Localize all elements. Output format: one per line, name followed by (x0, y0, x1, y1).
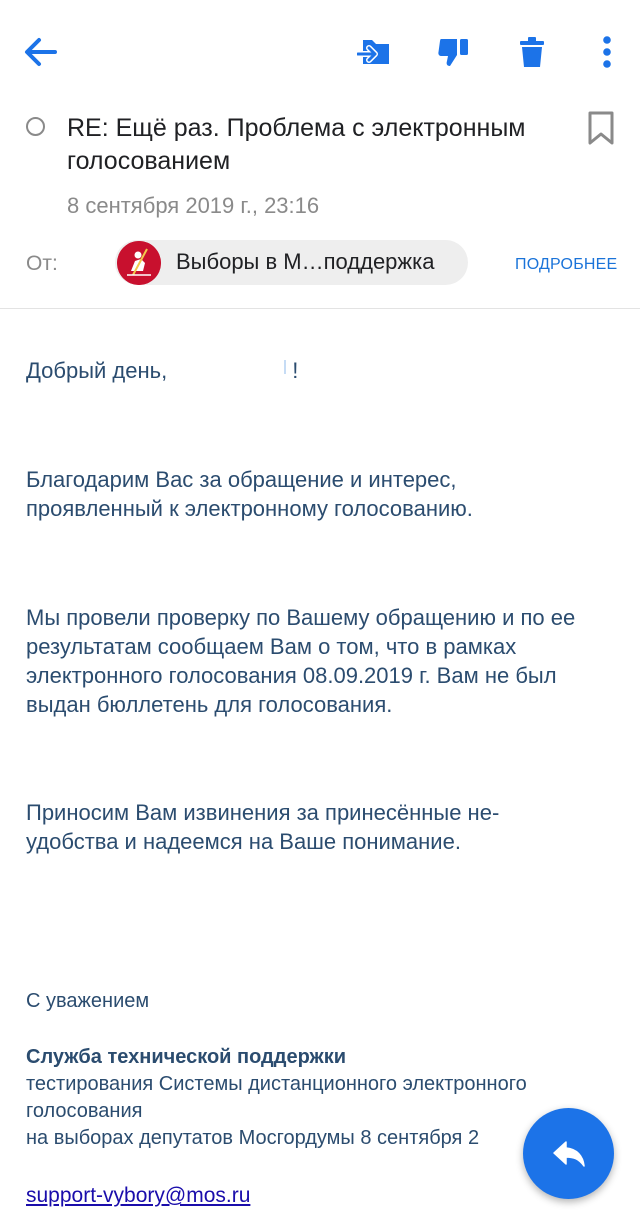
header-divider (0, 308, 640, 309)
moscow-coat-of-arms-icon (117, 241, 161, 285)
bookmark-button[interactable] (586, 110, 616, 151)
paragraph-check-result: Мы провели проверку по Вашему обращению и по ее результатам сообщаем Вам о том, что в рамках электронного голосования 08.09.2019 г. Вам не был выдан бюллетень для голосования. (26, 605, 576, 717)
move-button[interactable] (353, 30, 397, 74)
message-subject: RE: Ещё раз. Проблема с электронным голосованием (67, 114, 526, 175)
signature-title: Служба технической поддержки (26, 1046, 347, 1068)
support-email-link[interactable]: support-vybory@mos.ru (26, 1184, 251, 1207)
sender-avatar (117, 241, 161, 285)
back-button[interactable] (18, 30, 62, 74)
spam-button[interactable] (432, 30, 476, 74)
signature-line-1: тестирования Системы дистанционного электронного голосования (26, 1073, 527, 1122)
regards: С уважением (26, 990, 150, 1012)
greeting (26, 356, 616, 385)
signature-line-2: на выборах депутатов Мосгордумы 8 сентября 2 (26, 1127, 480, 1149)
from-label: От: (26, 252, 58, 275)
reply-icon (552, 1140, 586, 1168)
details-link[interactable]: ПОДРОБНЕЕ (515, 256, 618, 273)
arrow-left-icon (23, 37, 57, 67)
greeting-start: Добрый день, (26, 358, 168, 383)
paragraph-thanks: Благодарим Вас за обращение и интерес, проявленный к электронному голосованию. (26, 467, 473, 521)
redacted-name (284, 360, 286, 374)
paragraph-apology: Приносим Вам извинения за принесённые неудобства и надеемся на Ваше понимание. (26, 800, 500, 854)
more-vert-icon (602, 35, 612, 69)
trash-icon (518, 36, 546, 68)
reply-fab[interactable] (523, 1108, 614, 1199)
bookmark-icon (586, 110, 616, 146)
sender-chip[interactable] (115, 240, 468, 285)
sender-name: Выборы в М…поддержка (176, 249, 435, 274)
message-date: 8 сентября 2019 г., 23:16 (67, 193, 320, 218)
thumbs-down-icon (437, 35, 471, 69)
move-to-folder-icon (357, 36, 393, 68)
greeting-end: ! (292, 358, 299, 383)
more-button[interactable] (585, 30, 629, 74)
toolbar (0, 0, 640, 104)
delete-button[interactable] (510, 30, 554, 74)
unread-toggle[interactable] (26, 117, 45, 136)
